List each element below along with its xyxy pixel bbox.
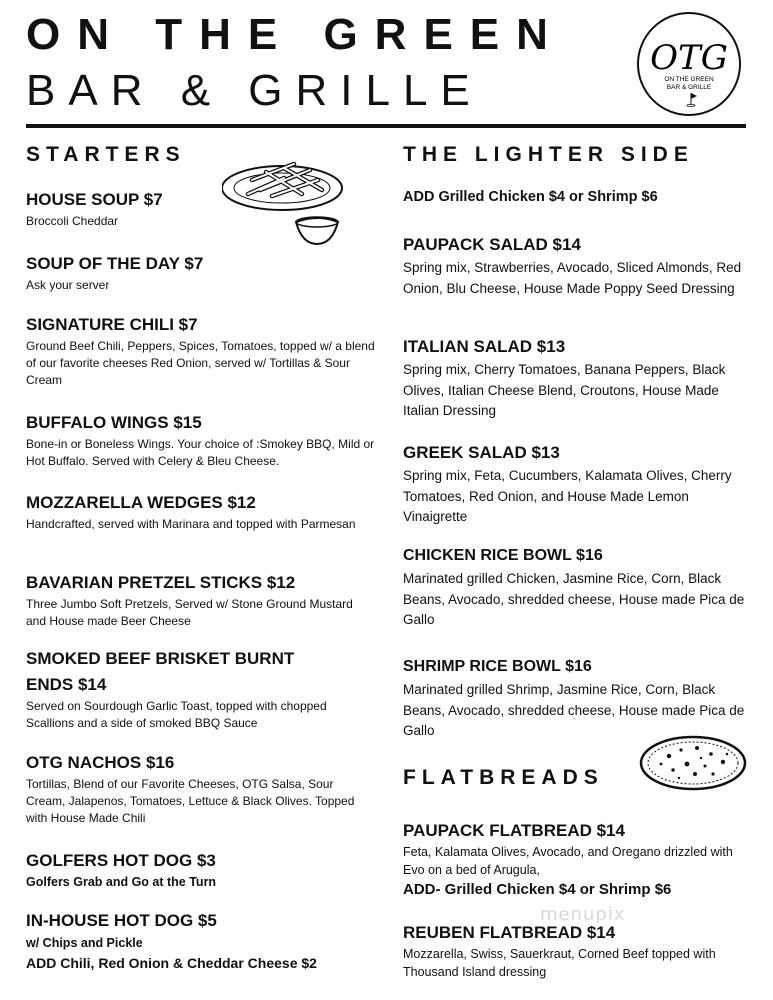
item-desc: Spring mix, Strawberries, Avocado, Sliced Almonds, Red Onion, Blu Cheese, House Made Poppy Seed Dressing <box>403 260 742 296</box>
restaurant-name-line2: BAR & GRILLE <box>26 66 483 115</box>
menu-item-paupack-salad <box>403 232 748 299</box>
menu-item-chicken-rice-bowl <box>403 543 748 631</box>
otg-logo <box>636 11 742 117</box>
item-name: SHRIMP RICE BOWL $16 <box>403 658 592 675</box>
item-desc: w/ Chips and Pickle <box>26 936 143 950</box>
item-desc: Served on Sourdough Garlic Toast, topped with chopped Scallions and a side of smoked BBQ Sauce <box>26 699 327 730</box>
menu-item-italian-salad <box>403 334 748 422</box>
restaurant-name-line1: ON THE GREEN <box>26 10 565 59</box>
menu-item-in-house-hot-dog <box>26 908 376 973</box>
menu-item-smoked-beef-brisket <box>26 646 336 732</box>
item-desc: Three Jumbo Soft Pretzels, Served w/ Stone Ground Mustard and House made Beer Cheese <box>26 597 353 628</box>
menu-item-shrimp-rice-bowl <box>403 654 748 742</box>
item-name: PAUPACK FLATBREAD $14 <box>403 821 625 840</box>
item-addon: ADD- Grilled Chicken $4 or Shrimp $6 <box>403 881 672 898</box>
menu-item-soup-of-the-day <box>26 251 376 294</box>
item-name: SMOKED BEEF BRISKET BURNT ENDS $14 <box>26 649 295 694</box>
item-desc: Feta, Kalamata Olives, Avocado, and Oregano drizzled with Evo on a bed of Arugula, <box>403 845 733 877</box>
item-desc: Spring mix, Cherry Tomatoes, Banana Peppers, Black Olives, Italian Cheese Blend, Croutons, House Made Italian Dressing <box>403 362 726 418</box>
item-name: CHICKEN RICE BOWL $16 <box>403 547 603 564</box>
section-title-starters: STARTERS <box>26 143 186 166</box>
item-name: ITALIAN SALAD $13 <box>403 337 566 356</box>
menu-item-bavarian-pretzel-sticks <box>26 570 376 630</box>
item-name: REUBEN FLATBREAD $14 <box>403 923 616 942</box>
item-desc: Marinated grilled Shrimp, Jasmine Rice, Corn, Black Beans, Avocado, shredded cheese, House made Pica de Gallo <box>403 682 745 738</box>
item-desc: Mozzarella, Swiss, Sauerkraut, Corned Beef topped with Thousand Island dressing <box>403 947 716 979</box>
menu-item-house-soup <box>26 187 376 230</box>
item-desc: Handcrafted, served with Marinara and topped with Parmesan <box>26 517 356 531</box>
item-desc: Bone-in or Boneless Wings. Your choice of :Smokey BBQ, Mild or Hot Buffalo. Served with Celery & Bleu Cheese. <box>26 437 375 468</box>
menu-item-paupack-flatbread <box>403 818 748 901</box>
item-desc: Marinated grilled Chicken, Jasmine Rice, Corn, Black Beans, Avocado, shredded cheese, House made Pica de Gallo <box>403 571 745 627</box>
item-name: PAUPACK SALAD $14 <box>403 235 581 254</box>
item-name: BAVARIAN PRETZEL STICKS $12 <box>26 573 296 592</box>
section-title-flatbreads: FLATBREADS <box>403 766 604 789</box>
golf-flag-icon <box>687 93 697 107</box>
menu-item-reuben-flatbread <box>403 920 748 981</box>
item-name: MOZZARELLA WEDGES $12 <box>26 493 256 512</box>
item-desc: Golfers Grab and Go at the Turn <box>26 875 217 889</box>
pizza-icon <box>639 734 747 797</box>
item-desc: Ask your server <box>26 278 110 292</box>
menu-item-mozzarella-wedges <box>26 490 376 533</box>
item-name: SOUP OF THE DAY $7 <box>26 254 204 273</box>
item-addon: ADD Chili, Red Onion & Cheddar Cheese $2 <box>26 955 317 971</box>
menu-item-otg-nachos <box>26 750 376 827</box>
item-desc: Broccoli Cheddar <box>26 214 119 228</box>
menu-item-signature-chili <box>26 312 376 389</box>
item-name: HOUSE SOUP $7 <box>26 190 163 209</box>
item-name: IN-HOUSE HOT DOG $5 <box>26 911 217 930</box>
menu-item-greek-salad <box>403 440 748 528</box>
menu-item-golfers-hot-dog <box>26 848 376 891</box>
section-title-lighter-side: THE LIGHTER SIDE <box>403 143 694 166</box>
logo-sub2: BAR & GRILLE <box>666 84 712 91</box>
lighter-addon: ADD Grilled Chicken $4 or Shrimp $6 <box>403 189 658 205</box>
item-name: GREEK SALAD $13 <box>403 443 560 462</box>
watermark: menupix <box>540 904 626 925</box>
item-name: GOLFERS HOT DOG $3 <box>26 851 216 870</box>
item-name: BUFFALO WINGS $15 <box>26 413 202 432</box>
item-desc: Ground Beef Chili, Peppers, Spices, Tomatoes, topped w/ a blend of our favorite cheeses Red Onion, served w/ Tortillas & Sour Cream <box>26 339 375 387</box>
logo-monogram: OTG <box>650 38 728 78</box>
item-desc: Spring mix, Feta, Cucumbers, Kalamata Olives, Cherry Tomatoes, Red Onion, and House Made Lemon Vinaigrette <box>403 468 732 524</box>
item-name: SIGNATURE CHILI $7 <box>26 315 198 334</box>
item-name: OTG NACHOS $16 <box>26 753 175 772</box>
item-desc: Tortillas, Blend of our Favorite Cheeses, OTG Salsa, Sour Cream, Jalapenos, Tomatoes, Lettuce & Black Olives. Topped with House Made Chili <box>26 777 355 825</box>
header-divider <box>26 124 746 128</box>
menu-item-buffalo-wings <box>26 410 376 470</box>
logo-sub1: ON THE GREEN <box>664 76 714 83</box>
